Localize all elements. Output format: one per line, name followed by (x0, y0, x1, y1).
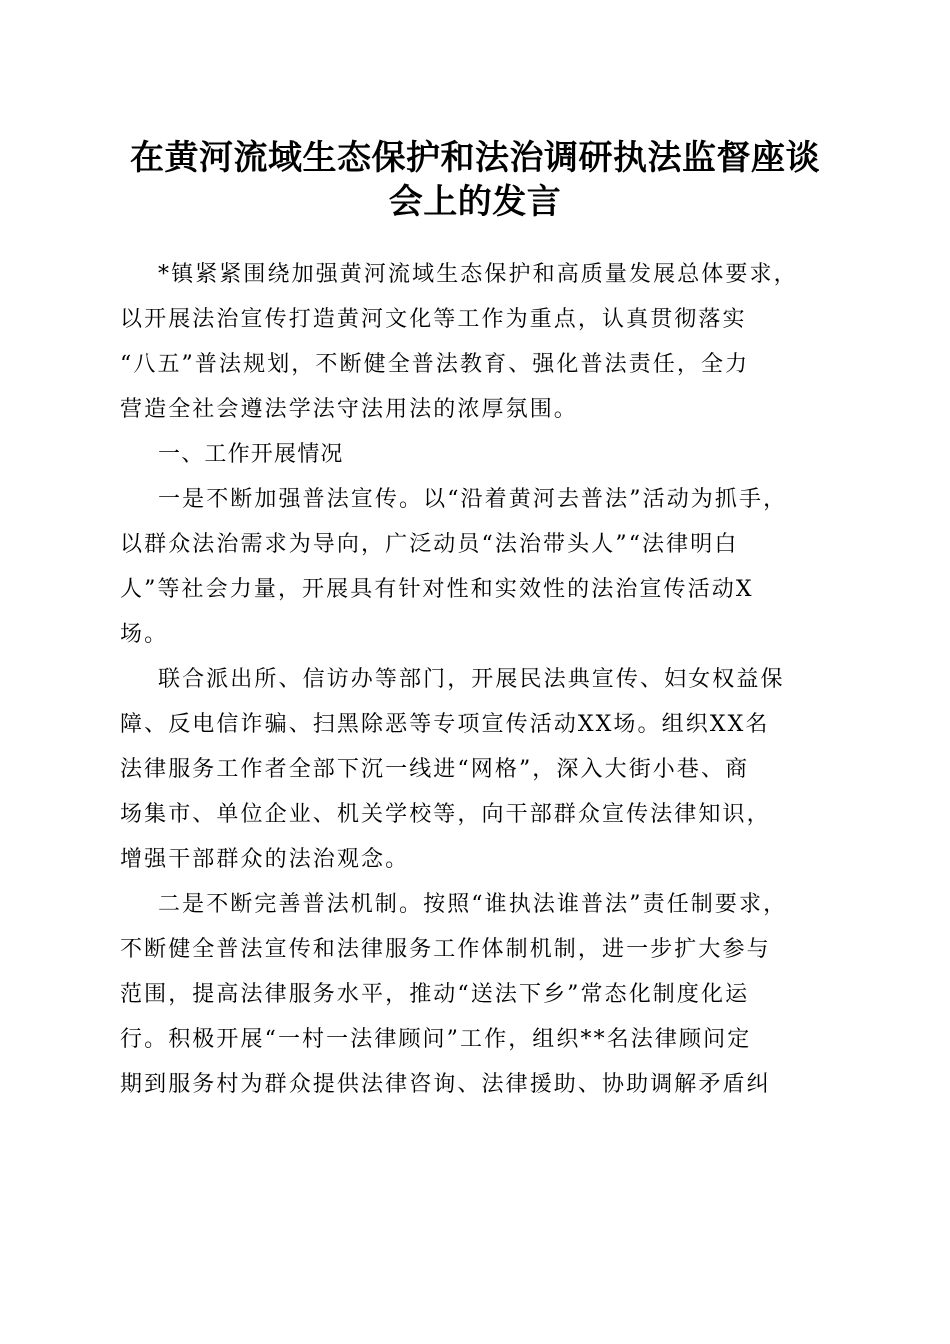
paragraph-line: 范围，提高法律服务水平，推动“送法下乡”常态化制度化运 (120, 982, 750, 1007)
paragraph-line: 增强干部群众的法治观念。 (120, 847, 410, 872)
paragraph-line: 场。 (120, 622, 169, 647)
paragraph-line (120, 477, 832, 522)
paragraph-lead: 二是不断完善普法机制。 (158, 892, 424, 917)
intro-line: “八五”普法规划，不断健全普法教育、强化普法责任，全力 (120, 352, 750, 377)
intro-line: 营造全社会遵法学法守法用法的浓厚氛围。 (120, 397, 578, 422)
paragraph-line: 联合派出所、信访办等部门，开展民法典宣传、妇女权益保 (158, 667, 785, 692)
paragraph-line (120, 882, 832, 927)
paragraph-line: 不断健全普法宣传和法律服务工作体制机制，进一步扩大参与 (120, 937, 771, 962)
paragraph-line: 期到服务村为群众提供法律咨询、法律援助、协助调解矛盾纠 (120, 1072, 771, 1097)
document-title (110, 136, 840, 224)
paragraph-line: 以群众法治需求为导向，广泛动员“法治带头人”“法律明白 (120, 532, 739, 557)
intro-line: 以开展法治宣传打造黄河文化等工作为重点，认真贯彻落实 (120, 307, 747, 332)
title-line: 会上的发言 (388, 182, 562, 222)
paragraph-line: 人”等社会力量，开展具有针对性和实效性的法治宣传活动X (120, 577, 754, 602)
paragraph-line: 行。积极开展“一村一法律顾问”工作，组织**名法律顾问定 (120, 1027, 752, 1052)
paragraph-text: 以“沿着黄河去普法”活动为抓手， (423, 487, 788, 512)
paragraph-text: 按照“谁执法谁普法”责任制要求， (423, 892, 788, 917)
section-heading: 一、工作开展情况 (158, 442, 344, 467)
document-body (120, 252, 832, 1107)
title-line: 在黄河流域生态保护和法治调研执法监督座谈 (130, 138, 820, 178)
paragraph-line: 障、反电信诈骗、扫黑除恶等专项宣传活动XX场。组织XX名 (120, 712, 770, 737)
paragraph-line: 法律服务工作者全部下沉一线进“网格”，深入大街小巷、商 (120, 757, 750, 782)
intro-line: *镇紧紧围绕加强黄河流域生态保护和高质量发展总体要求， (158, 262, 798, 287)
paragraph-line: 场集市、单位企业、机关学校等，向干部群众宣传法律知识， (120, 802, 771, 827)
paragraph-lead: 一是不断加强普法宣传。 (158, 487, 424, 512)
